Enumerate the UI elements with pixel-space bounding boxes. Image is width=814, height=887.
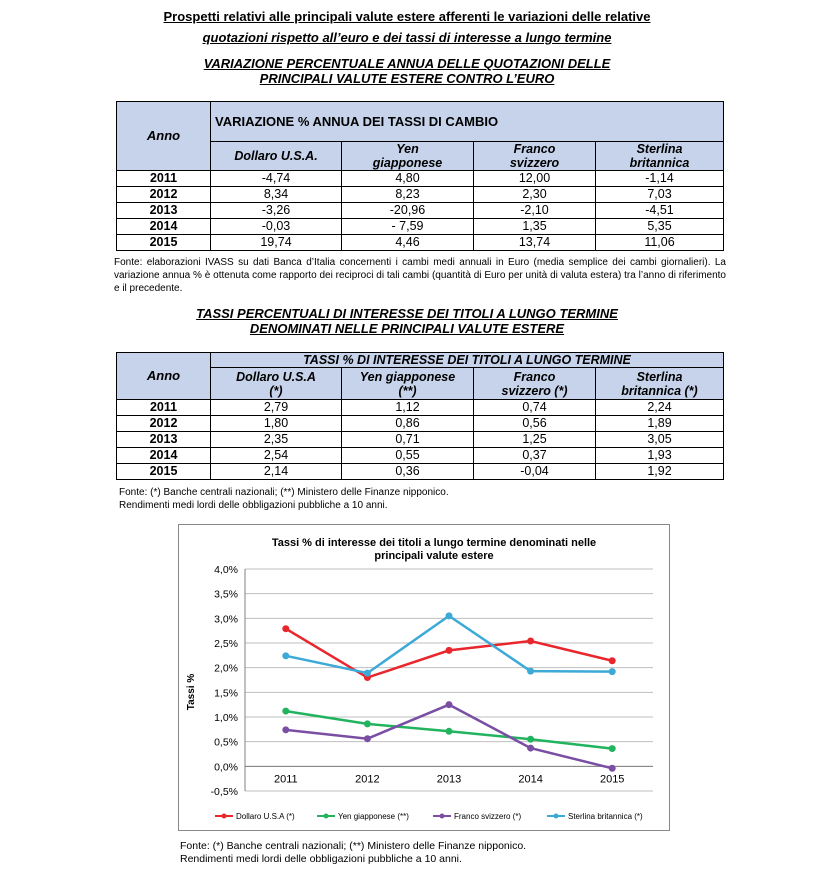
section2-title-line2: DENOMINATI NELLE PRINCIPALI VALUTE ESTERE — [249, 321, 565, 336]
data-point — [527, 638, 534, 645]
legend-label: Dollaro U.S.A (*) — [236, 812, 295, 821]
column-header: Sterlina britannica — [596, 142, 724, 171]
column-header: Dollaro U.S.A. — [211, 142, 342, 171]
source-note: Rendimenti medi lordi delle obbligazioni pubbliche a 10 anni. — [119, 500, 388, 511]
y-tick-label: 0,0% — [214, 761, 238, 774]
column-header: Sterlina britannica (*) — [596, 368, 724, 400]
x-tick-label: 2015 — [599, 773, 625, 786]
table-row: 2013 2,35 0,71 1,25 3,05 — [117, 432, 724, 448]
y-axis-label: Tassi % — [186, 673, 197, 711]
x-tick-label: 2013 — [436, 773, 462, 786]
data-point — [364, 720, 371, 727]
legend-marker — [554, 814, 559, 819]
table-row: 2011 2,79 1,12 0,74 2,24 — [117, 400, 724, 416]
section2-title-line1: TASSI PERCENTUALI DI INTERESSE DEI TITOLI A LUNGO TERMINE — [196, 306, 618, 321]
chart-title-line2: principali valute estere — [374, 550, 494, 562]
anno-header: Anno — [117, 102, 211, 171]
chart-source-note: Rendimenti medi lordi delle obbligazioni pubbliche a 10 anni. — [180, 853, 462, 865]
data-point — [446, 647, 453, 654]
data-point — [282, 625, 289, 632]
column-header: Franco svizzero — [474, 142, 596, 171]
y-tick-label: 3,5% — [214, 588, 238, 601]
legend-label: Franco svizzero (*) — [454, 812, 522, 821]
legend-label: Yen giapponese (**) — [338, 812, 409, 821]
section1-title-line2: PRINCIPALI VALUTE ESTERE CONTRO L’EURO — [259, 71, 555, 86]
y-tick-label: 4,0% — [214, 564, 238, 576]
y-tick-label: 2,5% — [214, 638, 238, 650]
section1-title-line1: VARIAZIONE PERCENTUALE ANNUA DELLE QUOTAZIONI DELLE — [203, 56, 611, 71]
series-line — [286, 705, 612, 769]
data-point — [446, 612, 453, 619]
data-point — [609, 745, 616, 752]
anno-header: Anno — [117, 353, 211, 400]
legend-label: Sterlina britannica (*) — [568, 812, 643, 821]
data-point — [527, 668, 534, 675]
data-point — [527, 745, 534, 752]
data-point — [364, 735, 371, 742]
page-title-line1: Prospetti relativi alle principali valute estere afferenti le variazioni delle relative — [163, 9, 651, 24]
data-point — [446, 728, 453, 735]
table-row: 2013 -3,26 -20,96 -2,10 -4,51 — [117, 203, 724, 219]
chart-title-line1: Tassi % di interesse dei titoli a lungo termine denominati nelle — [271, 537, 597, 549]
interest-rate-table — [116, 352, 724, 480]
legend-marker — [324, 814, 329, 819]
source-note: Fonte: elaborazioni IVASS su dati Banca d’Italia concernenti i cambi medi annuali in Euro (media semplice dei cambi giornalieri). La variazione annua % è ottenuta come rapporto dei reciproci di tali cambi (quantità di Euro per unità di valuta estera) tra l’anno di riferimento e il precedente. — [114, 257, 726, 294]
source-note: Fonte: (*) Banche centrali nazionali; (**) Ministero delle Finanze nipponico. — [119, 487, 449, 498]
line-chart-box — [178, 524, 670, 831]
table-row: 2011 -4,74 4,80 12,00 -1,14 — [117, 171, 724, 187]
data-point — [609, 668, 616, 675]
data-point — [609, 765, 616, 772]
group-header: VARIAZIONE % ANNUA DEI TASSI DI CAMBIO — [211, 102, 724, 142]
table-row: 2012 8,34 8,23 2,30 7,03 — [117, 187, 724, 203]
legend-marker — [440, 814, 445, 819]
legend-marker — [222, 814, 227, 819]
table-row: 2015 2,14 0,36 -0,04 1,92 — [117, 464, 724, 480]
table-row: 2014 2,54 0,55 0,37 1,93 — [117, 448, 724, 464]
exchange-rate-table — [116, 101, 724, 251]
y-tick-label: 3,0% — [214, 613, 238, 626]
y-tick-label: 1,0% — [214, 712, 238, 724]
y-tick-label: 1,5% — [214, 687, 238, 700]
data-point — [364, 670, 371, 677]
x-tick-label: 2014 — [518, 773, 543, 786]
table-row: 2015 19,74 4,46 13,74 11,06 — [117, 235, 724, 251]
y-tick-label: 2,0% — [214, 662, 238, 675]
page-title-line2: quotazioni rispetto all’euro e dei tassi di interesse a lungo termine — [202, 30, 612, 45]
column-header: Franco svizzero (*) — [474, 368, 596, 400]
data-point — [282, 652, 289, 659]
y-tick-label: 0,5% — [214, 736, 238, 749]
series-line — [286, 616, 612, 673]
chart-source-note: Fonte: (*) Banche centrali nazionali; (**) Ministero delle Finanze nipponico. — [180, 840, 527, 852]
data-point — [527, 736, 534, 743]
data-point — [446, 701, 453, 708]
data-point — [282, 708, 289, 715]
column-header: Dollaro U.S.A (*) — [211, 368, 342, 400]
table-row: 2012 1,80 0,86 0,56 1,89 — [117, 416, 724, 432]
line-chart — [179, 525, 669, 830]
group-header: TASSI % DI INTERESSE DEI TITOLI A LUNGO TERMINE — [211, 353, 724, 368]
column-header: Yen giapponese — [342, 142, 474, 171]
y-tick-label: -0,5% — [210, 786, 238, 798]
column-header: Yen giapponese (**) — [342, 368, 474, 400]
x-tick-label: 2011 — [273, 773, 298, 786]
data-point — [609, 657, 616, 664]
x-tick-label: 2012 — [355, 773, 380, 786]
data-point — [282, 726, 289, 733]
table-row: 2014 -0,03 - 7,59 1,35 5,35 — [117, 219, 724, 235]
